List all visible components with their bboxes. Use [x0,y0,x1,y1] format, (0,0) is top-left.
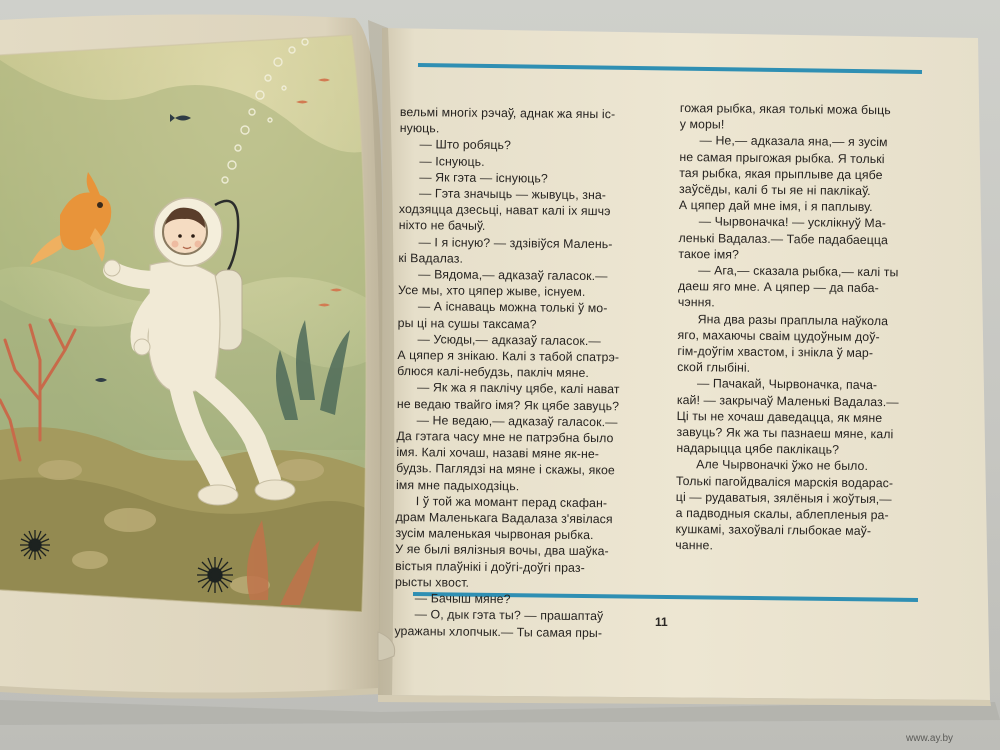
text-line: вельмі многіх рэчаў, аднак жа яны іс- [399,104,616,122]
page-number: 11 [655,615,668,629]
text-line: Да гэтага часу мне не патрэбна было [396,429,614,446]
text-line: — Як жа я паклічу цябе, калі нават [416,380,620,397]
text-line: — Бачыш мяне? [414,591,511,607]
text-line: ходзяцца дзесьці, нават калі іх яшчэ [398,202,611,219]
text-line: — Гэта значыць — жывуць, зна- [418,186,607,203]
text-line: ры ці на сушы таксама? [397,315,537,332]
text-line: А цяпер я знікаю. Калі з табой спатрэ- [397,348,620,365]
text-line: надарыцца цябе паклікаць? [676,441,840,457]
text-line: — Не,— адказала яна,— я зусім [699,133,888,150]
text-line: І ў той жа момант перад скафан- [415,494,608,511]
text-line: ленькі Вадалаз.— Табе падабаецца [678,230,889,247]
text-line: — О, дык гэта ты? — прашаптаў [414,607,604,624]
text-line: імя. Калі хочаш, назаві мяне як-не- [396,445,600,462]
text-line: будзь. Паглядзі на мяне і скажы, якое [396,461,615,478]
text-line: ніхто не бачыў. [398,218,486,234]
text-line: А цяпер дай мне імя, і я паплыву. [678,198,873,215]
text-line: Але Чырвоначкі ўжо не было. [696,457,869,474]
text-line: у моры! [679,117,725,132]
text-line: — Чырвоначка! — усклікнуў Ма- [698,214,887,231]
text-line: кай! — закрычаў Маленькі Вадалаз.— [676,392,899,409]
text-line: ці — рудаватыя, зялёныя і жоўтыя,— [675,489,892,507]
text-line: ской глыбіні. [677,360,751,375]
text-line: У яе былі вялізныя вочы, два шаўка- [395,542,609,559]
text-line: заўсёды, калі б ты яе ні паклікаў. [678,182,871,199]
text-line: Ці ты не хочаш даведацца, як мяне [676,408,883,425]
text-line: — Пачакай, Чырвоначка, пача- [696,376,878,393]
text-line: не самая прыгожая рыбка. Я толькі [679,149,885,166]
text-line: гожая рыбка, якая толькі можа быць [679,100,891,118]
text-line: гім-доўгім хвастом, і знікла ў мар- [677,344,874,361]
text-line: — Вядома,— адказаў галасок.— [418,267,608,284]
text-line: даеш яго мне. А цяпер — да паба- [677,279,879,296]
text-line: — Усюды,— адказаў галасок.— [417,332,601,348]
text-line: — Ага,— сказала рыбка,— калі ты [698,263,899,280]
right-text-column [675,100,902,556]
text-line: кі Вадалаз. [398,250,464,266]
text-line: чанне. [675,538,714,553]
text-line: яго, махаючы сваім цудоўным доў- [677,327,880,344]
text-line: блюся калі-небудзь, пакліч мяне. [397,364,590,381]
text-line: уражаны хлопчык.— Ты самая пры- [394,623,603,640]
text-line: рысты хвост. [394,574,470,590]
text-line: — І я існую? — здзівіўся Малень- [418,234,613,251]
text-line: а падводныя скалы, аблепленыя ра- [675,506,889,523]
text-line: Толькі пагойдваліся марскія водарас- [675,473,894,490]
text-line: Яна два разы праплыла наўкола [697,311,889,328]
text-line: драм Маленькага Вадалаза з'явілася [395,510,613,527]
left-text-column [394,104,622,641]
text-line: нуюць. [399,121,440,136]
text-line: кушкамі, захоўвалі глыбокае маў- [675,522,872,539]
text-line: — А існаваць можна толькі ў мо- [417,299,608,316]
text-line: імя мне падыходзіць. [395,477,520,493]
text-line: — Як гэта — існуюць? [419,170,548,186]
text-line: не ведаю твайго імя? Як цябе завуць? [396,396,620,413]
text-line: Усе мы, хто цяпер жыве, існуем. [397,283,586,300]
illustration [0,30,370,620]
text-line: — Існуюць. [419,153,485,169]
text-line: тая рыбка, якая прыплыве да цябе [679,165,883,182]
watermark: www.ay.by [906,733,954,744]
text-line: — Што робяць? [419,137,512,153]
text-line: завуць? Як жа ты пазнаеш мяне, калі [676,425,894,442]
text-line: зусім маленькая чырвоная рыбка. [395,526,594,543]
text-line: чэння. [677,295,715,310]
text-line: вістыя плаўнікі і доўгі-доўгі праз- [395,558,585,575]
text-line: — Не ведаю,— адказаў галасок.— [416,413,618,430]
text-line: такое імя? [678,246,740,262]
